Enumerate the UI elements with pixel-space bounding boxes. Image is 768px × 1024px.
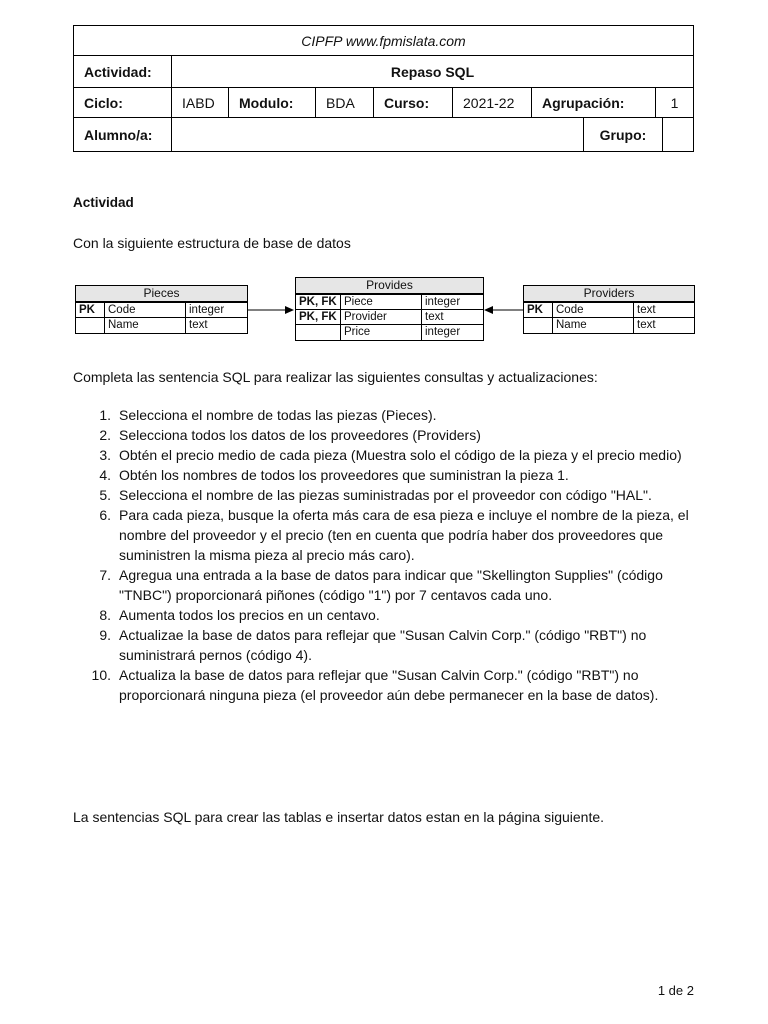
table-providers-title: Providers [524,286,694,303]
header-title: CIPFP www.fpmislata.com [301,32,466,49]
task-text: Selecciona todos los datos de los proveedores (Providers) [119,427,481,443]
list-item [73,665,698,705]
task-number: 9. [99,627,111,643]
task-text: Obtén el precio medio de cada pieza (Muestra solo el código de la pieza y el precio medio) [119,447,682,463]
task-text: Actualizae la base de datos para reflejar que "Susan Calvin Corp." (código "RBT") no suministrará pernos (código 4). [119,627,647,663]
field-type: text [637,319,656,331]
actividad-label: Actividad: [74,56,172,87]
task-text: Selecciona el nombre de las piezas suministradas por el proveedor con código "HAL". [119,487,652,503]
task-number: 2. [99,427,111,443]
task-number: 5. [99,487,111,503]
list-item [73,425,698,445]
table-row [524,303,694,318]
field-name: Price [341,325,422,340]
table-row [524,318,694,333]
key-cell [76,318,105,333]
task-text: Obtén los nombres de todos los proveedores que suministran la pieza 1. [119,467,569,483]
field-name: Provider [341,310,422,324]
list-item [73,445,698,465]
field-type: text [425,311,444,323]
key-cell: PK, FK [296,295,341,309]
table-row [296,325,483,340]
table-pieces [75,285,248,334]
field-name: Code [553,303,634,317]
page-number: 1 de 2 [657,983,694,998]
field-type: text [637,304,656,316]
list-item [73,605,698,625]
key-cell [296,325,341,340]
field-type: integer [189,304,225,316]
field-name: Name [553,318,634,333]
list-item [73,565,698,605]
table-row [76,303,247,318]
task-number: 1. [99,407,111,423]
footer-note: La sentencias SQL para crear las tablas e insertar datos estan en la página siguiente. [73,809,605,825]
agrupacion-value: 1 [670,94,679,111]
key-cell: PK, FK [296,310,341,324]
field-name: Piece [341,295,422,309]
curso-value: 2021-22 [453,88,532,117]
curso-label: Curso: [374,88,453,117]
field-type: integer [425,326,461,338]
list-item [73,625,698,665]
task-number: 3. [99,447,111,463]
agrupacion-label: Agrupación: [532,88,656,117]
field-name: Code [105,303,186,317]
task-number: 10. [91,667,111,683]
list-item [73,405,698,425]
ciclo-value: IABD [172,88,229,117]
task-text: Aumenta todos los precios en un centavo. [119,607,380,623]
lead-text: Completa las sentencia SQL para realizar las siguientes consultas y actualizaciones: [73,369,598,385]
ciclo-label: Ciclo: [74,88,172,117]
field-type: integer [425,296,461,308]
modulo-label: Modulo: [229,88,316,117]
table-providers [523,285,695,334]
task-number: 7. [99,567,111,583]
task-text: Para cada pieza, busque la oferta más cara de esa pieza e incluye el nombre de la pieza, el nombre del proveedor y el precio (ten en cuenta que podría haber dos proveedores que suministren la misma pieza al precio más caro). [119,507,689,563]
table-provides [295,277,484,341]
table-provides-title: Provides [296,278,483,295]
table-row [296,310,483,325]
task-text: Agregua una entrada a la base de datos para indicar que "Skellington Supplies" (código "TNBC") proporcionará piñones (código "1") por 7 centavos cada uno. [119,567,663,603]
alumno-label: Alumno/a: [74,118,172,151]
section-title: Actividad [73,195,134,210]
intro-text: Con la siguiente estructura de base de datos [73,235,351,251]
task-list [73,405,698,705]
table-pieces-title: Pieces [76,286,247,303]
task-text: Selecciona el nombre de todas las piezas (Pieces). [119,407,437,423]
actividad-value: Repaso SQL [390,63,475,80]
grupo-label: Grupo: [584,118,663,151]
list-item [73,465,698,485]
key-cell: PK [524,303,553,317]
field-name: Name [105,318,186,333]
list-item [73,485,698,505]
table-row [76,318,247,333]
task-number: 8. [99,607,111,623]
modulo-value: BDA [316,88,374,117]
task-number: 6. [99,507,111,523]
task-text: Actualiza la base de datos para reflejar que "Susan Calvin Corp." (código "RBT") no proporcionará ninguna pieza (el proveedor aún debe permanecer en la base de datos). [119,667,659,703]
task-number: 4. [99,467,111,483]
key-cell: PK [76,303,105,317]
table-row [296,295,483,310]
list-item [73,505,698,565]
key-cell [524,318,553,333]
field-type: text [189,319,208,331]
